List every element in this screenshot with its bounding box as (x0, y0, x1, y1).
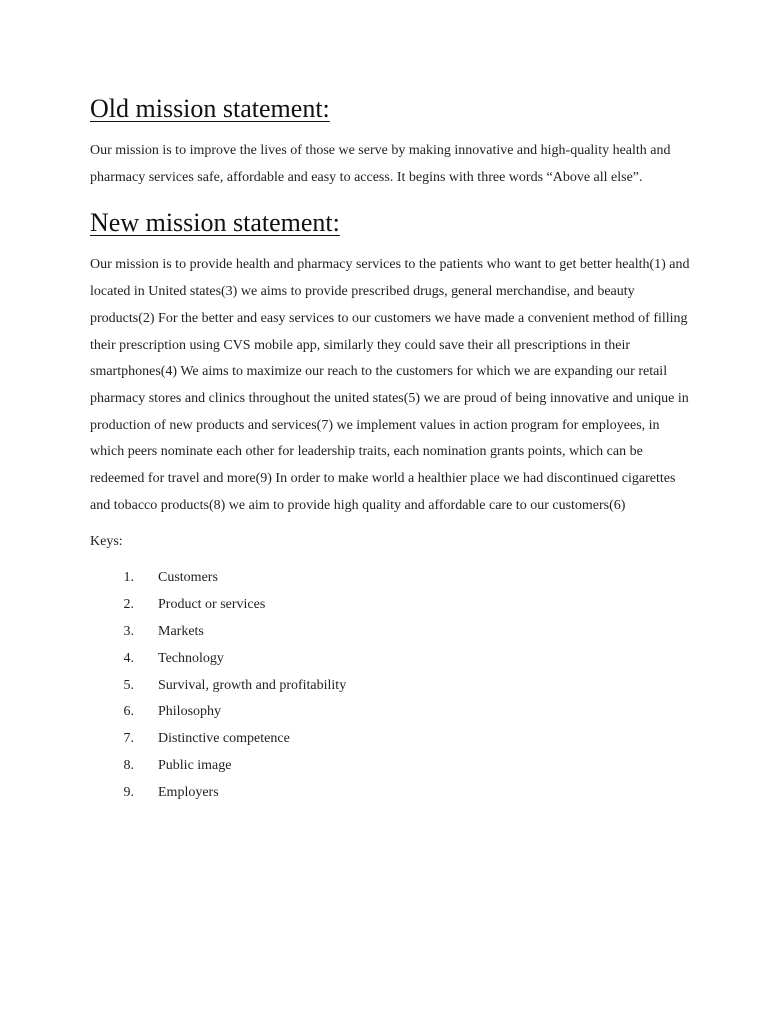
list-item (90, 673, 690, 700)
list-item-number: 8. (123, 758, 134, 774)
list-item-text: Employers (158, 784, 219, 800)
list-item (90, 726, 690, 753)
list-item-text: Survival, growth and profitability (158, 677, 347, 693)
list-item-number: 3. (123, 624, 134, 640)
list-item-number: 6. (123, 704, 134, 720)
list-item (90, 646, 690, 673)
list-item-text: Customers (158, 570, 218, 586)
keys-label: Keys: (90, 534, 123, 550)
list-item-text: Public image (158, 758, 232, 774)
new-mission-paragraph: Our mission is to provide health and pharmacy services to the patients who want to get better health(1) and located in United states(3) we aims to provide prescribed drugs, general merchandise, and beauty products(2) For the better and easy services to our customers we have made a convenient method of filling their prescription using CVS mobile app, similarly they could save their all prescriptions in their smartphones(4) We aims to maximize our reach to the customers for which we are expanding our retail pharmacy stores and clinics throughout the united states(5) we are proud of being innovative and unique in production of new products and services(7) we implement values in action program for employees, in which peers nominate each other for leadership traits, each nomination grants points, which can be redeemed for travel and more(9) In order to make world a healthier place we had discontinued cigarettes and tobacco products(8) we aim to provide high quality and affordable care to our customers(6) (90, 257, 690, 513)
new-mission-heading: New mission statement: (90, 208, 340, 238)
list-item (90, 753, 690, 780)
old-mission-heading: Old mission statement: (90, 94, 330, 123)
list-item-number: 7. (123, 731, 134, 747)
list-item (90, 565, 690, 592)
list-item (90, 699, 690, 726)
list-item-number: 4. (123, 650, 134, 666)
list-item (90, 592, 690, 619)
old-mission-paragraph: Our mission is to improve the lives of those we serve by making innovative and high-quality health and pharmacy services safe, affordable and easy to access. It begins with three words “Above all else”. (90, 143, 671, 185)
list-item-text: Markets (158, 624, 204, 640)
list-item (90, 780, 690, 807)
list-item-text: Technology (158, 650, 224, 666)
list-item-number: 9. (123, 784, 134, 800)
list-item-number: 5. (123, 677, 134, 693)
list-item-number: 1. (123, 570, 134, 586)
keys-list (90, 565, 690, 806)
document-page (90, 92, 690, 807)
list-item-text: Product or services (158, 597, 266, 613)
list-item (90, 619, 690, 646)
list-item-number: 2. (123, 597, 134, 613)
list-item-text: Philosophy (158, 704, 222, 720)
list-item-text: Distinctive competence (158, 731, 290, 747)
